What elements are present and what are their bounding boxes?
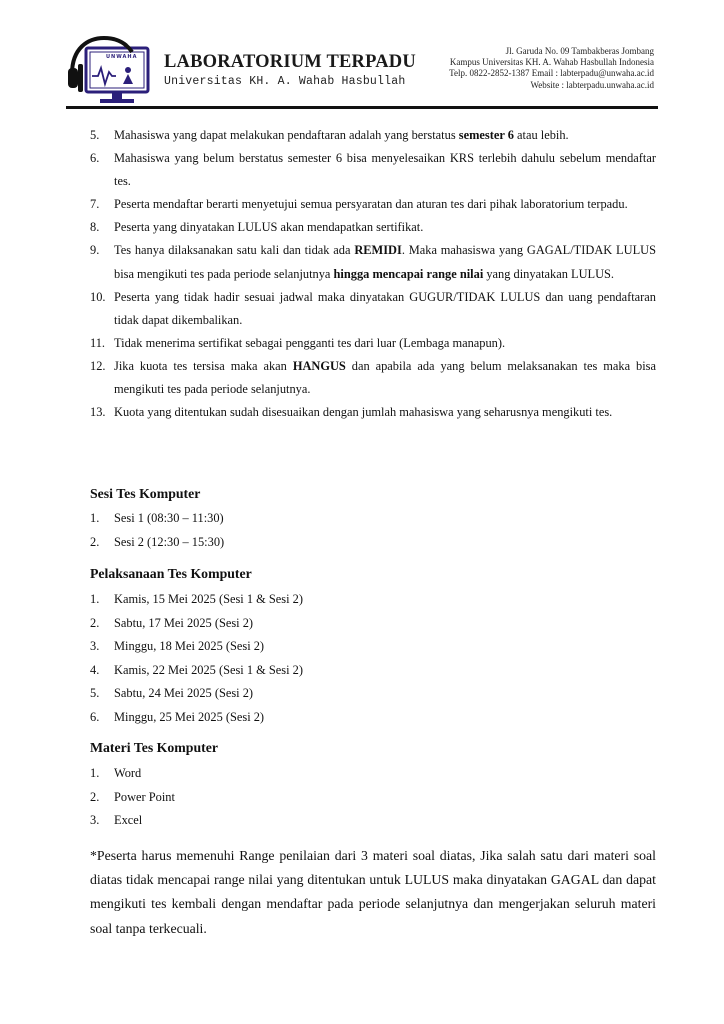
- rule-number: 7.: [90, 197, 100, 212]
- item-text: Kamis, 15 Mei 2025 (Sesi 1 & Sesi 2): [114, 592, 303, 606]
- rule-text-segment: Tidak menerima sertifikat sebagai pengganti tes dari luar (Lembaga manapun).: [114, 335, 506, 350]
- item-text: Power Point: [114, 789, 175, 804]
- item-number: 5.: [90, 686, 100, 700]
- rule-text: [114, 151, 656, 188]
- rule-text-segment: Jika kuota tes tersisa maka akan: [114, 358, 293, 373]
- sesi-title: Sesi Tes Komputer: [90, 486, 201, 501]
- rule-text-segment: . Maka mahasiswa yang GAGAL/TIDAK LULUS bisa mengikuti tes pada periode selanjutnya: [114, 243, 656, 281]
- list-item: [90, 531, 656, 555]
- rule-item: [90, 216, 656, 239]
- lab-logo: [66, 34, 152, 108]
- rule-number: 11.: [90, 335, 106, 350]
- rule-text-segment: Peserta yang tidak hadir sesuai jadwal maka dinyatakan GUGUR/TIDAK LULUS dan uang pendaftaran tidak dapat dikembalikan.: [114, 289, 656, 327]
- list-item: [90, 659, 656, 683]
- rule-text-segment: Peserta yang dinyatakan LULUS akan mendapatkan sertifikat.: [114, 220, 424, 235]
- rule-text-bold: HANGUS: [292, 358, 346, 373]
- rule-text-segment: atau lebih.: [513, 128, 569, 142]
- item-text: Minggu, 18 Mei 2025 (Sesi 2): [114, 639, 265, 653]
- list-item: [90, 706, 656, 730]
- item-number: 1.: [90, 766, 100, 780]
- rule-text-segment: Kuota yang ditentukan sudah disesuaikan dengan jumlah mahasiswa yang seharusnya mengikuti tes.: [114, 405, 613, 420]
- item-text: Sabtu, 24 Mei 2025 (Sesi 2): [114, 686, 254, 700]
- item-text: Minggu, 25 Mei 2025 (Sesi 2): [114, 709, 265, 724]
- letterhead: [66, 34, 658, 112]
- item-text: Sabtu, 17 Mei 2025 (Sesi 2): [114, 615, 254, 630]
- rule-number: 13.: [90, 405, 106, 420]
- rule-text-segment: Mahasiswa yang belum berstatus semester 6 bisa menyelesaikan KRS terlebih dahulu sebelum mendaftar tes.: [114, 151, 656, 189]
- list-item: [90, 635, 656, 659]
- item-number: 2.: [90, 615, 100, 630]
- item-text: Excel: [114, 813, 143, 827]
- item-text: Sesi 1 (08:30 – 11:30): [114, 511, 224, 525]
- contact-block: [449, 46, 654, 91]
- item-text: Sesi 2 (12:30 – 15:30): [114, 534, 225, 549]
- pelaksanaan-list: [90, 588, 656, 729]
- rule-item: [90, 193, 656, 216]
- list-item: [90, 786, 656, 810]
- rule-text: [114, 336, 505, 350]
- rule-text: [114, 359, 656, 396]
- list-item: [90, 612, 656, 636]
- rule-number: 8.: [90, 220, 100, 235]
- rule-number: 6.: [90, 151, 100, 166]
- list-item: [90, 762, 656, 786]
- contact-phone-email: Telp. 0822-2852-1387 Email : labterpadu@unwaha.ac.id: [449, 68, 654, 79]
- item-text: Kamis, 22 Mei 2025 (Sesi 1 & Sesi 2): [114, 662, 303, 677]
- item-number: 1.: [90, 592, 100, 606]
- item-number: 3.: [90, 813, 100, 827]
- header-divider: [66, 106, 658, 109]
- contact-campus: Kampus Universitas KH. A. Wahab Hasbullah Indonesia: [449, 57, 654, 68]
- pelaksanaan-title: Pelaksanaan Tes Komputer: [90, 566, 252, 581]
- rule-item: [90, 124, 656, 147]
- list-item: [90, 507, 656, 531]
- rule-text: [114, 290, 656, 327]
- rule-text-segment: Peserta mendaftar berarti menyetujui semua persyaratan dan aturan tes dari pihak laboratorium terpadu.: [114, 197, 628, 212]
- rule-number: 9.: [90, 243, 100, 258]
- rule-text-segment: yang dinyatakan LULUS.: [483, 266, 615, 281]
- materi-title: Materi Tes Komputer: [90, 740, 218, 755]
- contact-address: Jl. Garuda No. 09 Tambakberas Jombang: [505, 46, 654, 56]
- lab-subtitle: Universitas KH. A. Wahab Hasbullah: [164, 75, 406, 88]
- rule-text-segment: dan apabila ada yang belum melaksanakan tes maka bisa mengikuti tes pada periode selanjutnya.: [114, 358, 656, 397]
- materi-list: [90, 762, 656, 833]
- rule-text-bold: REMIDI: [354, 243, 402, 258]
- rule-text: [114, 405, 612, 419]
- rule-text: [114, 243, 656, 280]
- logo-text: UNWAHA: [106, 54, 138, 60]
- rule-item: [90, 147, 656, 193]
- rules-section: [90, 124, 656, 424]
- rule-item: [90, 401, 656, 424]
- rule-text-bold: semester 6: [458, 128, 514, 142]
- rule-item: [90, 332, 656, 355]
- rule-number: 5.: [90, 128, 100, 142]
- item-number: 2.: [90, 534, 100, 549]
- contact-website: Website : labterpadu.unwaha.ac.id: [530, 79, 654, 90]
- rule-number: 12.: [90, 358, 106, 373]
- footnote: *Peserta harus memenuhi Range penilaian dari 3 materi soal diatas, Jika salah satu dari materi soal diatas tidak mencapai range nilai yang ditentukan untuk LULUS maka dinyatakan GAGAL dan dapat mengikuti tes kembali dengan mendaftar pada periode selanjutnya dan mengerjakan seluruh materi soal tanpa terkecuali.: [90, 848, 656, 936]
- rule-text-bold: hingga mencapai range nilai: [333, 266, 484, 281]
- rule-number: 10.: [90, 289, 106, 304]
- rule-text: [114, 220, 423, 234]
- rule-text-segment: Mahasiswa yang dapat melakukan pendaftaran adalah yang berstatus: [114, 128, 459, 142]
- rule-item: [90, 355, 656, 401]
- item-number: 4.: [90, 662, 100, 677]
- item-number: 1.: [90, 511, 100, 525]
- rule-text: [114, 128, 569, 142]
- item-text: Word: [114, 766, 142, 780]
- lab-title: LABORATORIUM TERPADU: [164, 52, 416, 72]
- item-number: 3.: [90, 639, 100, 653]
- list-item: [90, 588, 656, 612]
- sesi-list: [90, 507, 656, 554]
- item-number: 6.: [90, 709, 100, 724]
- rule-item: [90, 239, 656, 285]
- rule-text-segment: Tes hanya dilaksanakan satu kali dan tidak ada: [114, 243, 355, 258]
- item-number: 2.: [90, 789, 100, 804]
- rules-list: [90, 124, 656, 424]
- rule-text: [114, 197, 628, 211]
- rule-item: [90, 286, 656, 332]
- list-item: [90, 682, 656, 706]
- list-item: [90, 809, 656, 833]
